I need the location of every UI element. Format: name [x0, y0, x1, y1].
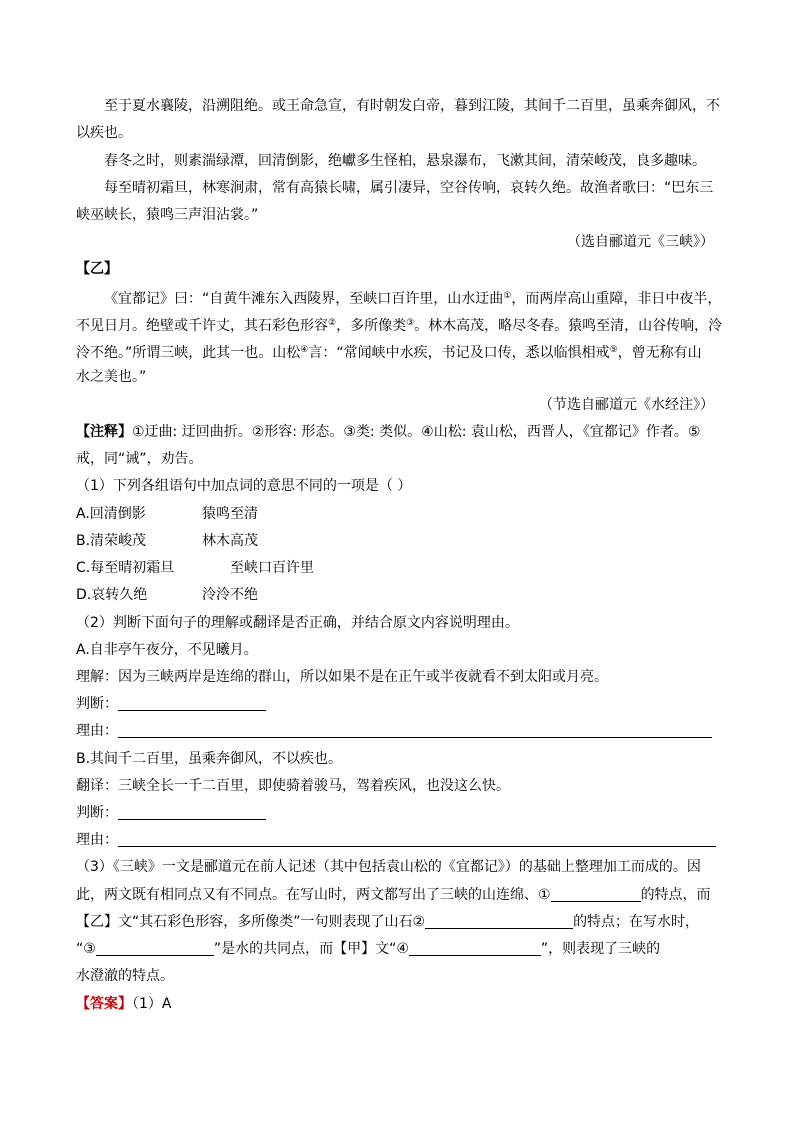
q3-line-2 [76, 885, 711, 905]
yi-heading: 【乙】 [76, 261, 118, 277]
yi-line-1-text-b: ，而两岸高山重障，非日中夜半， [511, 291, 722, 307]
answer-label: 【答案】 [76, 996, 132, 1012]
q3-line-2-text-a: 此，两文既有相同点又有不同点。在写山时，两文都写出了三峡的山连绵、① [76, 887, 551, 903]
q2-b-judge-blank[interactable] [118, 805, 266, 820]
notes-text-1: ①迂曲: 迂回曲折。②形容: 形态。③类: 类似。④山松: 袁山松，西晋人，《宜都记》作者。⑤ [132, 424, 701, 440]
q3-line-2-text-b: 的特点，而 [640, 887, 711, 903]
q3-line-4-text-a: “③ [76, 941, 96, 957]
note-marker-5: ⑤ [609, 345, 618, 355]
q3-line-3-text-a: 【乙】文“其石彩色形容，多所像类”一句则表现了山石② [76, 914, 426, 930]
yi-line-3-text-b: 言：“常闻峡中水疾，书记及口传，悉以临惧相戒 [308, 345, 610, 361]
note-marker-1: ① [503, 291, 512, 301]
yi-line-3-text-c: ，曾无称有山 [617, 345, 702, 361]
jia-source: （选自郦道元《三峡》） [567, 234, 714, 250]
q3-blank-1[interactable] [551, 887, 641, 902]
q3-line-1: （3）《三峡》一文是郦道元在前人记述（其中包括袁山松的《宜都记》）的基础上整理加工而成的。因 [76, 859, 701, 875]
q1-option-a-right: 猿鸣至清 [202, 506, 258, 522]
q2-a-judge-blank[interactable] [118, 696, 266, 711]
q1-option-c-left: C.每至晴初霜旦 [76, 560, 175, 576]
q2-b-reason-label: 理由： [76, 832, 118, 848]
q1-option-a [76, 504, 258, 524]
q1-option-d-left: D.哀转久绝 [76, 587, 148, 603]
notes-line-2: 戒，同“诫”，劝告。 [76, 451, 203, 467]
q2-b-reason-blank[interactable] [118, 832, 716, 847]
yi-source: （节选自郦道元《水经注》） [539, 397, 714, 413]
note-marker-4: ④ [300, 345, 309, 355]
q3-line-4-text-c: ”，则表现了三峡的 [540, 941, 661, 957]
yi-line-2-text-c: 。林木高茂，略尽冬春。猿鸣至清，山谷传响，泠 [414, 318, 723, 334]
yi-line-2-text-b: ，多所像类 [336, 318, 407, 334]
q2-a-judge-label: 判断： [76, 696, 118, 712]
q3-blank-4[interactable] [409, 941, 541, 956]
yi-line-3 [76, 340, 702, 363]
jia-paragraph-3-line-1: 每至晴初霜旦，林寒涧肃，常有高猿长啸，属引凄异，空谷传响，哀转久绝。故渔者歌曰：“巴东三 [104, 180, 714, 196]
q2-a-sentence: A.自非亭午夜分，不见曦月。 [76, 642, 258, 658]
q2-b-reason [76, 830, 716, 850]
yi-line-3-text-a: 泠不绝。”所谓三峡，此其一也。山松 [76, 345, 301, 361]
q3-blank-3[interactable] [96, 941, 214, 956]
q2-stem: （2）判断下面句子的理解或翻译是否正确，并结合原文内容说明理由。 [76, 615, 519, 631]
q3-line-4 [76, 939, 660, 959]
q3-line-5: 水澄澈的特点。 [76, 968, 174, 984]
yi-line-2 [76, 313, 722, 336]
jia-paragraph-3-line-2: 峡巫峡长，猿鸣三声泪沾裳。” [76, 207, 259, 223]
answer-line [76, 994, 171, 1014]
jia-paragraph-1-line-2: 以疾也。 [76, 125, 132, 141]
q1-option-c [76, 558, 314, 578]
q3-line-4-text-b: ”是水的共同点，而【甲】文“④ [213, 941, 409, 957]
notes-label: 【注释】 [76, 424, 132, 440]
q1-option-d-right: 泠泠不绝 [202, 587, 258, 603]
yi-line-1 [104, 286, 721, 309]
q2-a-reason-label: 理由： [76, 723, 118, 739]
note-marker-2: ② [328, 318, 337, 328]
yi-line-1-text-a: 《宜都记》曰：“自黄牛滩东入西陵界，至峡口百许里，山水迂曲 [104, 291, 504, 307]
yi-line-2-text-a: 不见日月。绝壁或千许丈，其石彩色形容 [76, 318, 328, 334]
q2-b-judge [76, 803, 266, 823]
yi-line-4: 水之美也。” [76, 369, 147, 385]
q2-a-reason-blank[interactable] [118, 723, 712, 738]
notes-line-1 [76, 422, 700, 442]
jia-paragraph-2: 春冬之时，则素湍绿潭，回清倒影，绝巘多生怪柏，悬泉瀑布，飞漱其间，清荣峻茂，良多趣味。 [104, 153, 706, 169]
jia-paragraph-1-line-1: 至于夏水襄陵，沿溯阻绝。或王命急宣，有时朝发白帝，暮到江陵，其间千二百里，虽乘奔御风，不 [104, 98, 720, 114]
q2-a-judge [76, 694, 266, 714]
q3-line-3 [76, 912, 699, 932]
q1-option-b-right: 林木高茂 [202, 533, 258, 549]
q3-blank-2[interactable] [425, 914, 573, 929]
q1-option-a-left: A.回清倒影 [76, 506, 146, 522]
q2-a-explain: 理解：因为三峡两岸是连绵的群山，所以如果不是在正午或半夜就看不到太阳或月亮。 [76, 669, 608, 685]
q1-option-b-left: B.清荣峻茂 [76, 533, 147, 549]
q1-option-c-right: 至峡口百许里 [230, 560, 314, 576]
q2-b-sentence: B.其间千二百里，虽乘奔御风，不以疾也。 [76, 751, 343, 767]
q2-b-explain: 翻译：三峡全长一千二百里，即使骑着骏马，驾着疾风，也没这么快。 [76, 778, 510, 794]
q2-a-reason [76, 721, 712, 741]
q1-option-d [76, 585, 258, 605]
q1-option-b [76, 531, 258, 551]
answer-text: （1）A [132, 996, 172, 1012]
q2-b-judge-label: 判断： [76, 805, 118, 821]
note-marker-3: ③ [406, 318, 415, 328]
q1-stem: （1）下列各组语句中加点词的意思不同的一项是（ ） [76, 478, 412, 494]
q3-line-3-text-b: 的特点；在写水时， [573, 914, 700, 930]
